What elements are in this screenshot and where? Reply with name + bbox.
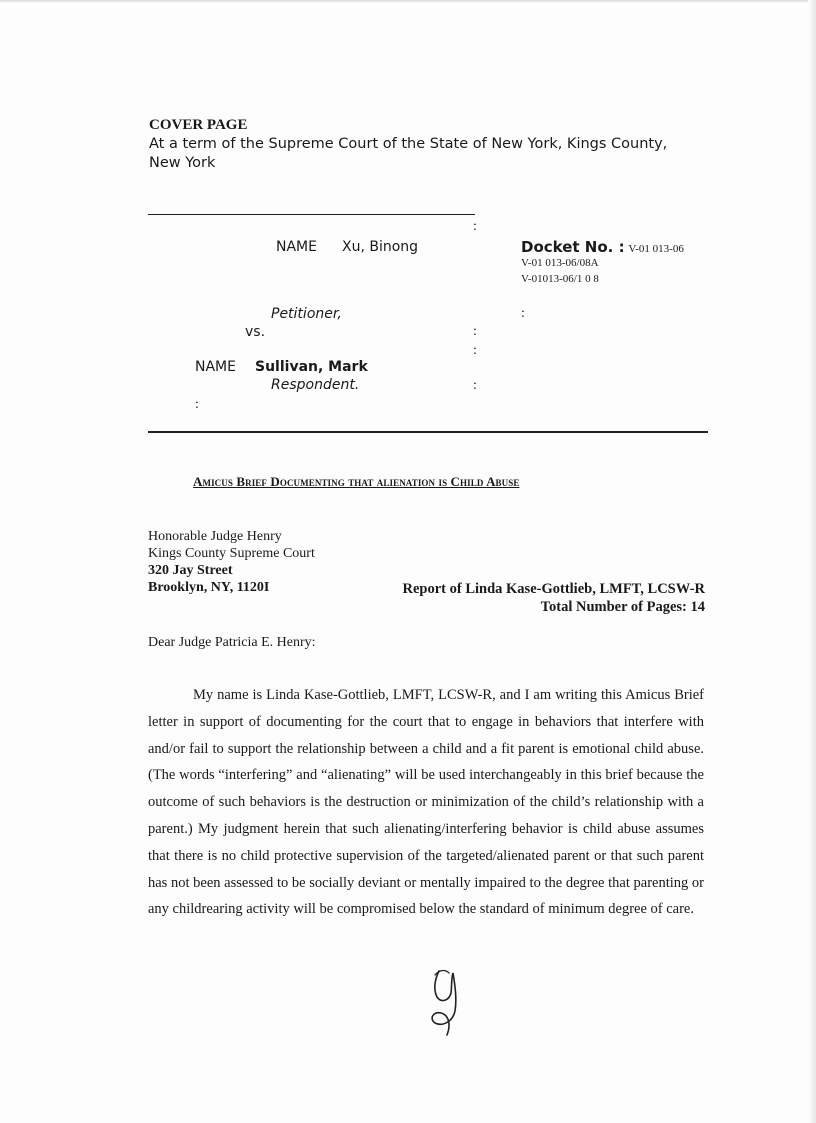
docket-number-3: V-01013-06/1 0 8 [521,273,599,285]
brief-title: Amicus Brief Documenting that alienation is Child Abuse [193,474,520,489]
versus-label: vs. [245,324,266,340]
cover-page-title: COVER PAGE [149,117,248,133]
respondent-name: Sullivan, Mark [255,359,368,375]
court-line-2: New York [149,155,216,171]
body-paragraph: My name is Linda Kase-Gottlieb, LMFT, LCSW-R, and I am writing this Amicus Brief letter in support of documenting for the court that to engage in behaviors that interfere with and/or fail to support the relationship between a child and a fit parent is emotional child abuse. (The words “interfering” and “alienating” will be used interchangeably in this brief because the outcome of such behaviors is the destruction or minimization of the child’s relationship with a parent.) My judgment herein that such alienating/interfering behavior is child abuse assumes that there is no child protective supervision of the targeted/alienated parent or that such parent has not been assessed to be socially deviant or mentally impaired to the degree that parenting or any childrearing activity will be compromised below the standard of minimum degree of care. [148,687,704,918]
caption-top-rule [148,214,475,215]
docket-number-1: V-01 013-06 [628,243,684,255]
address-street: 320 Jay Street [148,563,233,578]
docket-number [521,238,684,257]
petitioner-role: Petitioner, [271,306,342,322]
address-court: Kings County Supreme Court [148,546,315,561]
caption-colon: : [473,324,477,339]
docket-label: Docket No. : [521,238,625,256]
caption-colon: : [473,378,477,393]
caption-colon: : [521,306,525,321]
report-author: Report of Linda Kase-Gottlieb, LMFT, LCSW-R [402,581,705,597]
address-city: Brooklyn, NY, 1120I [148,580,270,595]
caption-bottom-rule [148,431,708,433]
caption-colon: : [473,219,477,234]
respondent-name-label: NAME [195,359,236,375]
letter-body [148,682,704,923]
total-pages: Total Number of Pages: 14 [540,599,705,615]
signature-initials [421,965,481,1040]
docket-number-2: V-01 013-06/08A [521,257,599,269]
petitioner-name-label: NAME [276,239,317,255]
caption-colon: : [195,397,199,412]
scan-edge-top [0,0,816,3]
court-line-1: At a term of the Supreme Court of the State of New York, Kings County, [149,136,668,152]
respondent-role: Respondent. [271,377,360,393]
caption-colon: : [473,343,477,358]
petitioner-name: Xu, Binong [342,239,419,255]
scan-edge-right [808,0,816,1123]
address-judge: Honorable Judge Henry [148,529,282,544]
salutation: Dear Judge Patricia E. Henry: [148,635,316,650]
